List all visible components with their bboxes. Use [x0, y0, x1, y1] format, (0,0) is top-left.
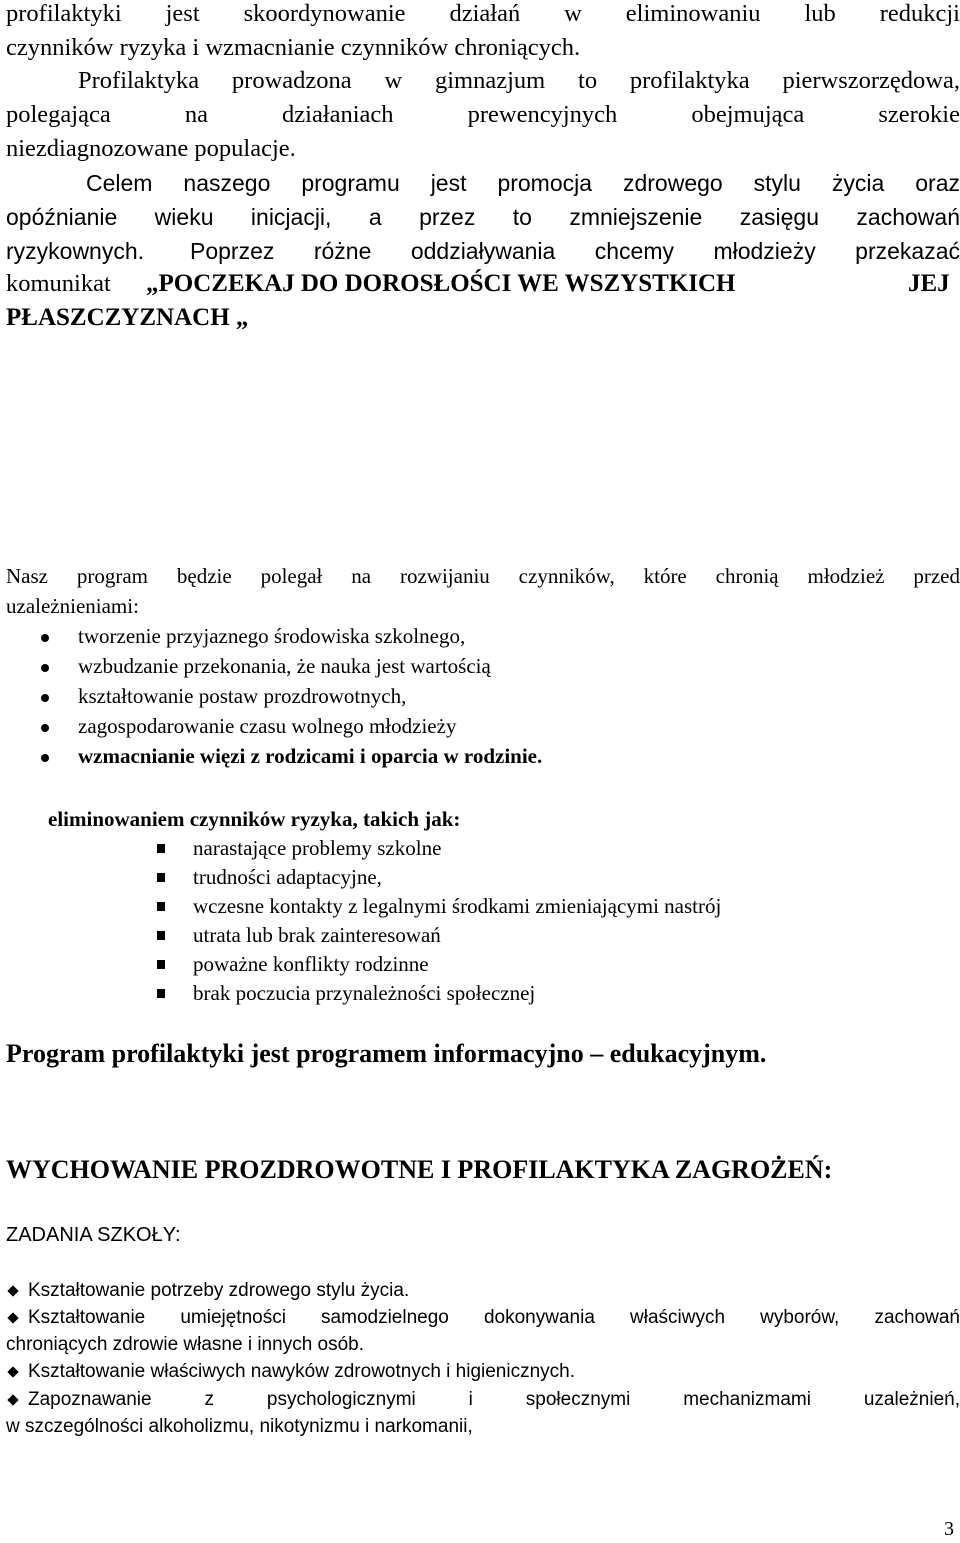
list-item: brak poczucia przynależności społecznej	[193, 981, 536, 1005]
square-bullet-icon	[157, 844, 165, 853]
bullet-icon	[41, 694, 49, 702]
slogan: PŁASZCZYZNACH „	[6, 304, 249, 331]
text-line: Profilaktyka prowadzona w gimnazjum to profilaktyka pierwszorzędowa,	[78, 67, 960, 94]
text-line: Celem naszego programu jest promocja zdrowego stylu życia oraz	[86, 170, 960, 196]
list-item: wzbudzanie przekonania, że nauka jest wartością	[78, 654, 491, 678]
task-item: Zapoznawanie z psychologicznymi i społecznymi mechanizmami uzależnień,	[28, 1389, 960, 1410]
task-item: chroniących zdrowie własne i innych osób.	[6, 1334, 365, 1355]
section-title: WYCHOWANIE PROZDROWOTNE I PROFILAKTYKA ZAGROŻEŃ:	[6, 1155, 833, 1184]
page-number: 3	[944, 1518, 954, 1540]
diamond-bullet-icon	[7, 1285, 18, 1296]
text-line: profilaktyki jest skoordynowanie działań w eliminowaniu lub redukcji	[6, 0, 960, 27]
task-item: Kształtowanie właściwych nawyków zdrowotnych i higienicznych.	[28, 1361, 576, 1382]
text-line: Poprzez różne oddziaływania chcemy młodzieży przekazać	[190, 238, 960, 264]
task-item: w szczególności alkoholizmu, nikotynizmu i narkomanii,	[6, 1416, 473, 1437]
list-item: wczesne kontakty z legalnymi środkami zmieniającymi nastrój	[193, 894, 722, 918]
bullet-icon	[41, 634, 49, 642]
square-bullet-icon	[157, 873, 165, 882]
slogan: JEJ	[908, 270, 950, 297]
risk-heading: eliminowaniem czynników ryzyka, takich jak:	[48, 807, 461, 831]
program-statement: Program profilaktyki jest programem informacyjno – edukacyjnym.	[6, 1039, 767, 1068]
square-bullet-icon	[157, 902, 165, 911]
diamond-bullet-icon	[7, 1366, 18, 1377]
text-line: polegająca na działaniach prewencyjnych obejmująca szerokie	[6, 101, 960, 128]
bullet-icon	[41, 754, 49, 762]
task-item: Kształtowanie potrzeby zdrowego stylu życia.	[28, 1280, 410, 1301]
list-item: trudności adaptacyjne,	[193, 865, 382, 889]
tasks-label: ZADANIA SZKOŁY:	[6, 1224, 181, 1246]
diamond-bullet-icon	[7, 1394, 18, 1405]
text-line: niezdiagnozowane populacje.	[6, 135, 296, 162]
square-bullet-icon	[157, 960, 165, 969]
square-bullet-icon	[157, 989, 165, 998]
task-item: Kształtowanie umiejętności samodzielnego dokonywania właściwych wyborów, zachowań	[28, 1307, 960, 1328]
bullet-icon	[41, 724, 49, 732]
list-item: poważne konflikty rodzinne	[193, 952, 429, 976]
list-item: kształtowanie postaw prozdrowotnych,	[78, 684, 407, 708]
diamond-bullet-icon	[7, 1312, 18, 1323]
list-item: zagospodarowanie czasu wolnego młodzieży	[78, 714, 457, 738]
intro-line: uzależnieniami:	[6, 594, 139, 618]
list-item: tworzenie przyjaznego środowiska szkolnego,	[78, 624, 466, 648]
list-item: wzmacnianie więzi z rodzicami i oparcia w rodzinie.	[78, 744, 543, 768]
intro-line: Nasz program będzie polegał na rozwijaniu czynników, które chronią młodzież przed	[6, 564, 960, 588]
list-item: narastające problemy szkolne	[193, 836, 442, 860]
square-bullet-icon	[157, 931, 165, 940]
bullet-icon	[41, 664, 49, 672]
text-line: komunikat	[6, 270, 111, 297]
slogan: „POCZEKAJ DO DOROSŁOŚCI WE WSZYSTKICH	[146, 270, 736, 297]
text-line: opóźnianie wieku inicjacji, a przez to zmniejszenie zasięgu zachowań	[6, 204, 960, 230]
text-line: czynników ryzyka i wzmacnianie czynników chroniących.	[6, 34, 581, 61]
list-item: utrata lub brak zainteresowań	[193, 923, 441, 947]
text-line: ryzykownych.	[6, 238, 145, 264]
